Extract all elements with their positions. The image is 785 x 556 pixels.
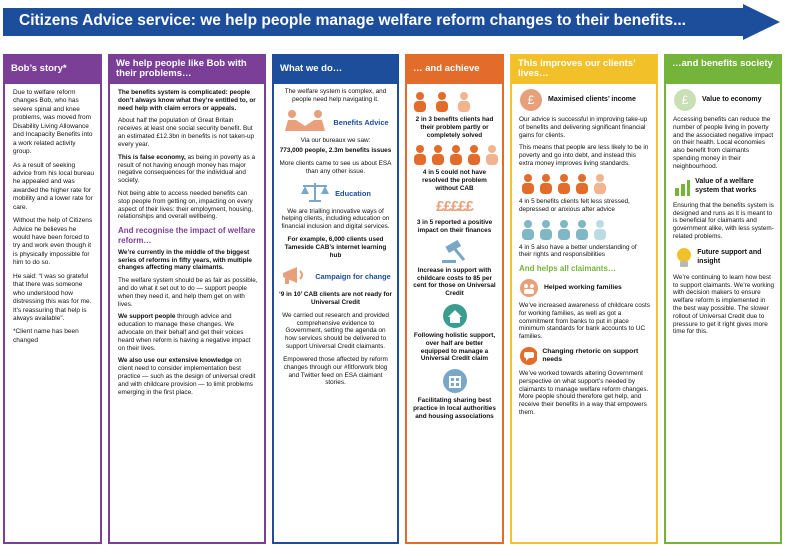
column-title: …and benefits society	[666, 56, 780, 84]
paragraph: We’ve increased awareness of childcare costs for working families, as well as got a commitment from banks to put in place minimum standards for bank accounts to UC families.	[519, 301, 650, 341]
stats-text: 773,000 people, 2.3m benefits issues	[279, 147, 392, 155]
footnote: *Client name has been changed	[13, 328, 79, 344]
banner-title: Citizens Advice service: we help people manage welfare reform changes to their benefits...	[19, 12, 686, 29]
pound-icon: £££££	[436, 197, 473, 215]
house-row	[411, 303, 498, 329]
pound-coin-icon	[673, 88, 697, 112]
we-help-column	[108, 54, 266, 544]
story-paragraph: Due to welfare reform changes Bob, who has severe spinal and knee problems, was moved from Disability Living Allowance and Incapacity Benefits into a work related activity group.	[13, 89, 93, 156]
achievement: Facilitating sharing best practice in local authorities and housing associations	[413, 397, 496, 420]
column-title: … and achieve	[407, 56, 502, 84]
education-label: Education	[335, 188, 371, 198]
paragraph	[118, 313, 258, 352]
family-icon	[519, 278, 539, 298]
bold-lead: We support people	[118, 313, 176, 321]
pound-coin-icon	[519, 88, 543, 112]
paragraph: Not being able to access needed benefits can stop people from getting on, impacting on every aspect of their lives: their employment, housing, relationships and overall wellbeing.	[118, 189, 253, 221]
column-title: Bob’s story*	[5, 56, 100, 84]
empowered-text: Empowered those affected by reform changes through our #fitforwork blog and Twitter feed on ESA claimant stories.	[283, 355, 388, 387]
story-paragraph: As a result of seeking advice from his local bureau he appealed and was awarded the higher rate for mobility and a lower rate for care.	[13, 161, 94, 211]
story-paragraph: Without the help of Citizens Advice he believes he would have been forced to try and work even though it is physically impossible for him to do so.	[13, 217, 93, 267]
achievement: 4 in 5 could not have resolved the problem without CAB	[422, 169, 487, 193]
people-row	[411, 144, 498, 166]
example-text: For example, 6,000 clients used Tameside CAB’s internet learning hub	[284, 235, 387, 259]
ready-text: ‘9 in 10’ CAB clients are not ready for Universal Credit	[279, 291, 392, 306]
text: through advice and education to manage these changes. We advocate on their behalf and get their voices heard when reform is having a negative impact on their lives.	[118, 313, 251, 352]
bold-lead: This is false economy,	[118, 153, 186, 161]
improves-lives-column	[510, 54, 658, 544]
paragraph: We’ve worked towards altering Government perspective on what support’s needed by claimants to manage welfare reform changes. More people should therefore get help, and receive their benefits in a way that empowers them.	[519, 369, 649, 416]
handshake-icon	[282, 109, 328, 136]
welfare-works-label: Value of a welfare system that works	[695, 178, 757, 194]
building-row	[411, 368, 498, 394]
campaign-label: Campaign for change	[315, 272, 391, 282]
paragraph: The benefits system is complicated: people don’t always know what they’re entitled to, or need help with claim errors or appeals.	[118, 89, 256, 112]
svg-text:£: £	[527, 93, 535, 107]
education-text: We are trialling innovative ways of helping clients, including education on financial inclusion and digital services.	[281, 207, 390, 231]
paragraph: Our advice is successful in improving take-up of benefits and delivering significant financial gains for clients.	[519, 116, 648, 139]
paragraph: We’re continuing to learn how best to support claimants. We’re working with decision makers to ensure welfare reform is implemented in the best way possible. The slower rollout of Universal Credit due to pressure to get it right gives more time for this.	[673, 273, 775, 336]
achievement: Following holistic support, over half are better equipped to manage a Universal Credit claim	[413, 332, 496, 363]
building-icon	[440, 368, 470, 394]
gavel-icon	[440, 240, 470, 264]
house-icon	[440, 303, 470, 329]
banner	[3, 4, 780, 40]
benefits-advice-label: Benefits Advice	[333, 117, 389, 127]
future-label: Future support and insight	[697, 249, 762, 265]
text: on client need to consider implementation best practice — such as the design of universal credit and with childcare provision — to limit problems emerging in the first place.	[118, 357, 256, 396]
gavel-row	[411, 240, 498, 264]
column-title: This improves our clients’ lives…	[512, 56, 656, 84]
people-icon	[519, 219, 611, 241]
income-label: Maximised clients’ income	[548, 95, 636, 103]
speech-icon	[519, 346, 537, 366]
rhetoric-label: Changing rhetoric on support needs	[542, 347, 639, 363]
people-icon	[519, 173, 611, 195]
text: as being in poverty as a result of not having enough money has major negative consequences for the individual and society.	[118, 153, 255, 185]
column-title: We help people like Bob with their problems…	[110, 56, 264, 84]
megaphone-icon	[280, 264, 310, 289]
people-row	[411, 91, 498, 113]
paragraph: About half the population of Great Britain receives at least one social security benefit. But an estimated £12.3bn in benefits is not taken-up every year.	[118, 117, 255, 148]
people-row	[519, 173, 650, 195]
svg-text:£: £	[681, 93, 689, 107]
paragraph: The welfare system should be as fair as possible, and do what it set out to do — support people when they need it, and help them get on with lives.	[118, 277, 258, 308]
paragraph: Ensuring that the benefits system is designed and runs as it is meant to is beneficial for claimants and government alike, with less system-related problems.	[673, 201, 774, 240]
paragraph: Accessing benefits can reduce the number of people living in poverty and the associated negative impact on their health. Local economies also benefit from claimants spending money in their neighbourhood.	[673, 116, 774, 170]
section-subtitle: And helps all claimants…	[519, 264, 616, 274]
people-icon	[411, 91, 498, 113]
column-title: What we do…	[274, 56, 397, 84]
section-subtitle: And recognise the impact of welfare reform…	[118, 226, 256, 245]
story-paragraph: He said: “I was so grateful that there was someone who understood how distressing this was for me. It's reassuring that help is always available”.	[13, 272, 92, 322]
people-icon	[411, 144, 498, 166]
paragraph: 4 in 5 also have a better understanding of their rights and responsibilities	[519, 243, 637, 259]
bar-chart-icon	[673, 176, 690, 198]
people-row	[519, 219, 650, 241]
paragraph	[118, 357, 258, 396]
paragraph: 4 in 5 benefits clients felt less stressed, depressed or anxious after advice	[519, 197, 630, 213]
achieve-column	[405, 54, 504, 544]
families-label: Helped working families	[544, 283, 622, 291]
scales-icon	[300, 181, 330, 206]
intro: The welfare system is complex, and people need help navigating it.	[284, 88, 387, 103]
paragraph: This means that people are less likely to be in poverty and go into debt, and instead this extra money improves living standards.	[519, 144, 649, 168]
esa-text: More clients came to see us about ESA than any other issue.	[279, 160, 392, 175]
paragraph: We’re currently in the middle of the biggest series of reforms in fifty years, with multiple changes affecting many claimants.	[118, 248, 252, 272]
research-text: We carried out research and provided comprehensive evidence to Government, setting the agenda on how services should be delivered to support Universal Credit claimants.	[282, 311, 389, 351]
via-text: Via our bureaux we saw:	[300, 137, 371, 145]
paragraph	[118, 154, 258, 185]
benefits-society-column	[664, 54, 782, 544]
achievement: Increase in support with childcare costs to 85 per cent for those on Universal Credit	[413, 266, 496, 298]
economy-label: Value to economy	[702, 95, 762, 103]
bobs-story-column	[3, 54, 102, 544]
achievement: 2 in 3 benefits clients had their problem partly or completely solved	[415, 116, 494, 139]
pound-row	[411, 198, 498, 216]
bold-lead: We also use our extensive knowledge	[118, 357, 233, 365]
achievement: 3 in 5 reported a positive impact on their finances	[416, 219, 493, 234]
lightbulb-icon	[673, 246, 692, 270]
what-we-do-column	[272, 54, 399, 544]
